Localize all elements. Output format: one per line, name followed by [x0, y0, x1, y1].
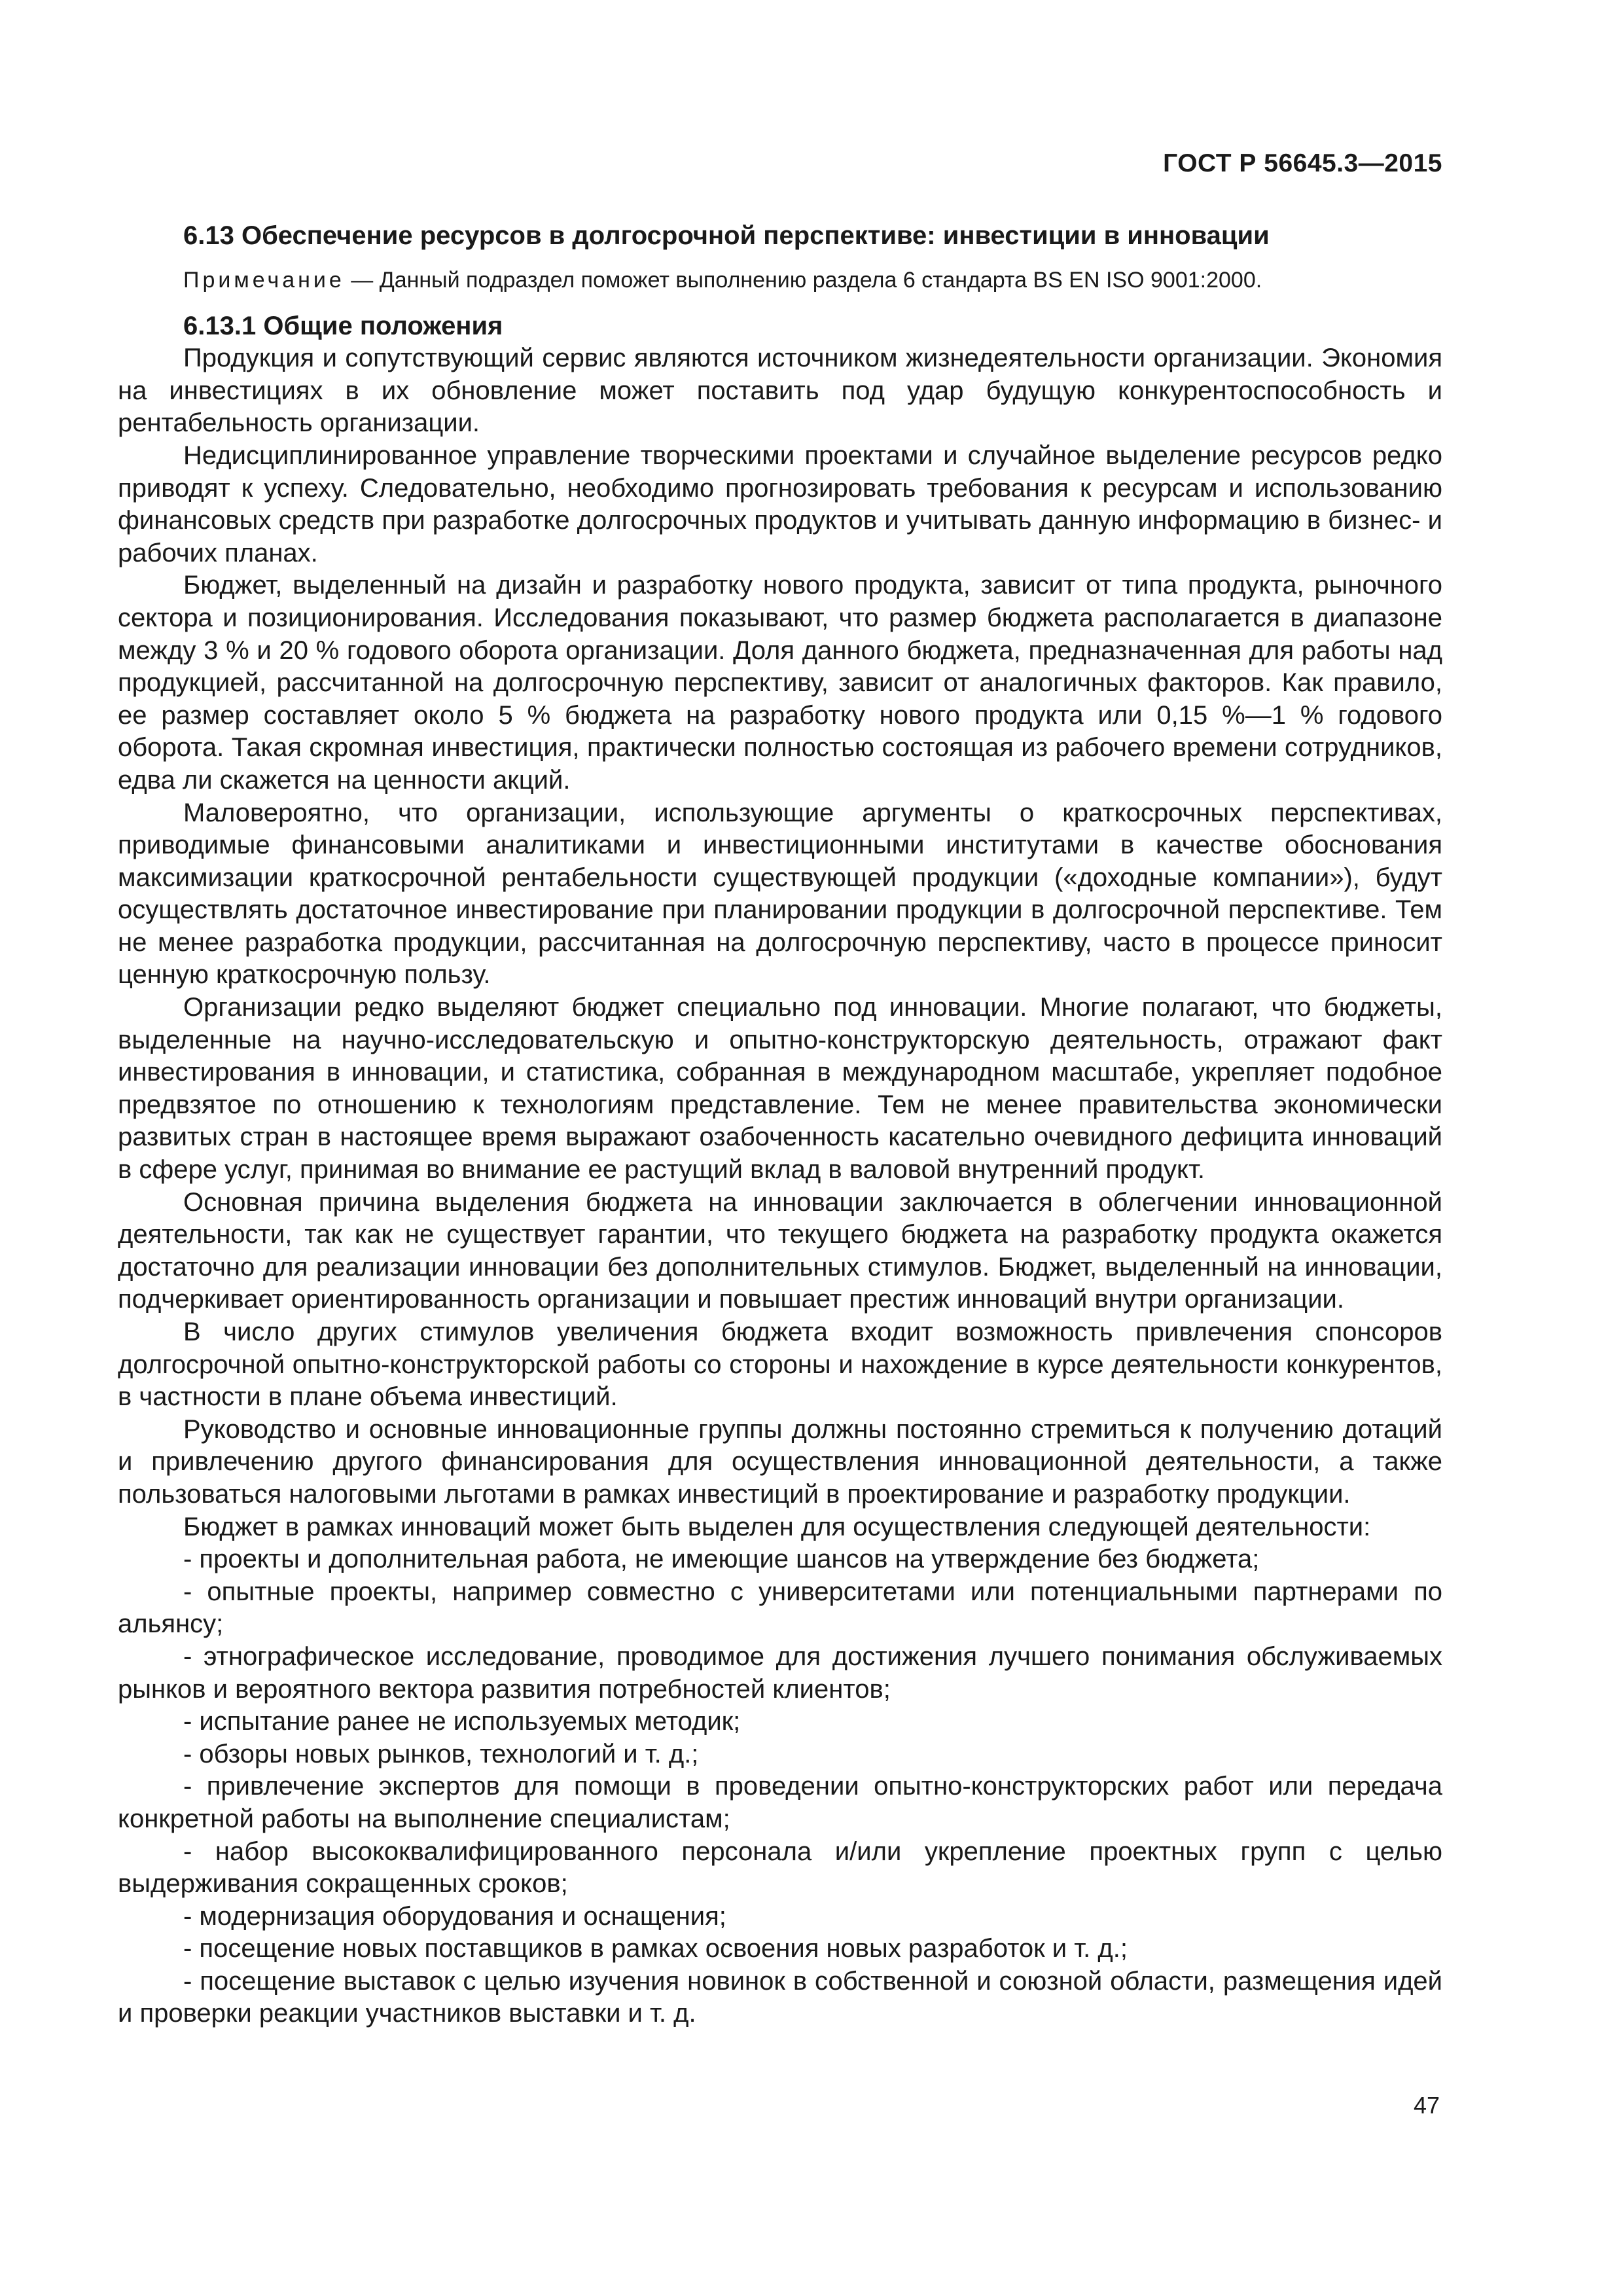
standard-designation: ГОСТ Р 56645.3—2015	[1163, 149, 1442, 177]
paragraph: Бюджет в рамках инноваций может быть выделен для осуществления следующей деятельности:	[183, 1512, 1371, 1541]
paragraph: В число других стимулов увеличения бюджета входит возможность привлечения спонсоров долгосрочной опытно-конструкторской работы со стороны и нахождение в курсе деятельности конкурентов, в частности в плане объема инвестиций.	[118, 1318, 1442, 1412]
list-item: - модернизация оборудования и оснащения;	[183, 1901, 726, 1931]
paragraph: Продукция и сопутствующий сервис являются источником жизнедеятельности организации. Экономия на инвестициях в их обновление может поставить под удар будущую конкурентоспособность и рентабельность организации.	[118, 344, 1442, 438]
page-number: 47	[1413, 2092, 1440, 2119]
note-text: — Данный подраздел поможет выполнению раздела 6 стандарта BS EN ISO 9001:2000.	[344, 267, 1262, 293]
section-title: 6.13 Обеспечение ресурсов в долгосрочной перспективе: инвестиции в инновации	[183, 221, 1270, 250]
section-note	[118, 266, 1442, 295]
paragraph: Организации редко выделяют бюджет специально под инновации. Многие полагают, что бюджеты, выделенные на научно-исследовательскую и опытно-конструкторскую деятельность, отражают факт инвестирования в инновации, и статистика, собранная в международном масштабе, укрепляет подобное предвзятое по отношению к технологиям представление. Тем не менее правительства экономически развитых стран в настоящее время выражают озабоченность касательно очевидного дефицита инноваций в сфере услуг, принимая во внимание ее растущий вклад в валовой внутренний продукт.	[118, 993, 1442, 1185]
paragraph: Основная причина выделения бюджета на инновации заключается в облегчении инновационной деятельности, так как не существует гарантии, что текущего бюджета на разработку продукта окажется достаточно для реализации инновации без дополнительных стимулов. Бюджет, выделенный на инновации, подчеркивает ориентированность организации и повышает престиж инноваций внутри организации.	[118, 1187, 1442, 1314]
page-content	[118, 220, 1442, 2030]
list-item: - испытание ранее не используемых методик;	[183, 1707, 741, 1736]
subsection-title: 6.13.1 Общие положения	[183, 311, 503, 340]
paragraph: Недисциплинированное управление творческими проектами и случайное выделение ресурсов редко приводят к успеху. Следовательно, необходимо прогнозировать требования к ресурсам и использованию финансовых средств при разработке долгосрочных продуктов и учитывать данную информацию в бизнес- и рабочих планах.	[118, 440, 1442, 567]
list-item: - опытные проекты, например совместно с университетами или потенциальными партнерами по альянсу;	[118, 1577, 1442, 1639]
activity-list	[118, 1543, 1442, 2030]
paragraph: Руководство и основные инновационные группы должны постоянно стремиться к получению дотаций и привлечению другого финансирования для осуществления инновационной деятельности, а также пользоваться налоговыми льготами в рамках инвестиций в проектирование и разработку продукции.	[118, 1414, 1442, 1509]
paragraph: Маловероятно, что организации, использующие аргументы о краткосрочных перспективах, приводимые финансовыми аналитиками и инвестиционными институтами в качестве обоснования максимизации краткосрочной рентабельности существующей продукции («доходные компании»), будут осуществлять достаточное инвестирование при планировании продукции в долгосрочной перспективе. Тем не менее разработка продукции, рассчитанная на долгосрочную перспективу, часто в процессе приносит ценную краткосрочную пользу.	[118, 798, 1442, 990]
list-item: - этнографическое исследование, проводимое для достижения лучшего понимания обслуживаемых рынков и вероятного вектора развития потребностей клиентов;	[118, 1641, 1442, 1704]
list-item: - посещение новых поставщиков в рамках освоения новых разработок и т. д.;	[183, 1934, 1128, 1964]
list-item: - проекты и дополнительная работа, не имеющие шансов на утверждение без бюджета;	[183, 1545, 1260, 1574]
list-item: - посещение выставок с целью изучения новинок в собственной и союзной области, размещения идей и проверки реакции участников выставки и т. д.	[118, 1966, 1442, 2028]
note-label: Примечание	[183, 267, 345, 293]
list-item: - привлечение экспертов для помощи в проведении опытно-конструкторских работ или передача конкретной работы на выполнение специалистам;	[118, 1772, 1442, 1833]
list-item: - набор высококвалифицированного персонала и/или укрепление проектных групп с целью выдерживания сокращенных сроков;	[118, 1837, 1442, 1899]
list-item: - обзоры новых рынков, технологий и т. д.;	[183, 1739, 699, 1768]
paragraph: Бюджет, выделенный на дизайн и разработку нового продукта, зависит от типа продукта, рыночного сектора и позиционирования. Исследования показывают, что размер бюджета располагается в диапазоне между 3 % и 20 % годового оборота организации. Доля данного бюджета, предназначенная для работы над продукцией, рассчитанной на долгосрочную перспективу, зависит от аналогичных факторов. Как правило, ее размер составляет около 5 % бюджета на разработку нового продукта или 0,15 %—1 % годового оборота. Такая скромная инвестиция, практически полностью состоящая из рабочего времени сотрудников, едва ли скажется на ценности акций.	[118, 571, 1442, 795]
